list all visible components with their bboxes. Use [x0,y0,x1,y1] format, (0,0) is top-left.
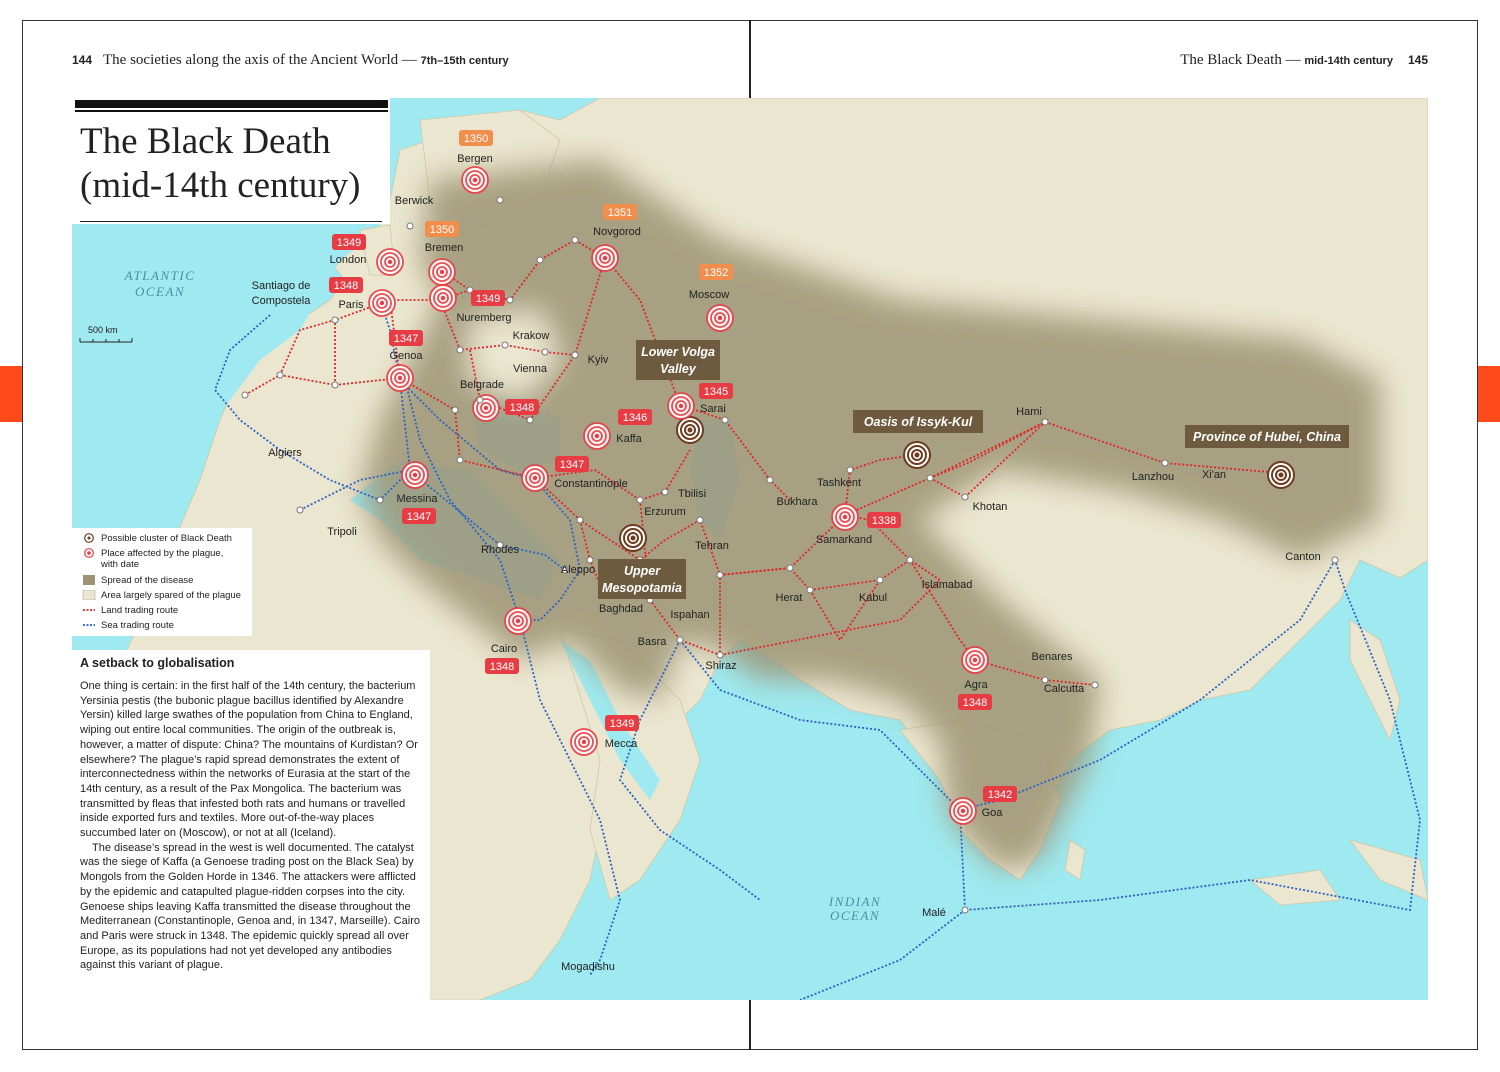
city-dot [1042,419,1048,425]
date-badge [867,512,901,528]
date-badge [332,234,366,250]
plague-symbol-icon [82,548,96,558]
cluster-marker-2 [620,525,646,551]
city-dot [407,223,413,229]
city-dot [662,489,668,495]
date-badge-label: 1349 [475,293,501,305]
land-route-icon [82,605,96,615]
date-badge [389,330,423,346]
lower-volga-label-text: Lower Volga [641,345,715,359]
cluster-marker-4 [1268,462,1294,488]
city-label: Rhodes [481,544,519,556]
running-head-right-title: The Black Death — [1180,52,1301,68]
date-badge-label: 1347 [559,459,585,471]
city-label: Bremen [424,242,464,254]
indian-ocean-label: INDIAN [828,894,882,909]
city-label: Aleppo [560,564,596,576]
city-label: Goa [981,807,1003,819]
body-text [80,679,425,973]
date-badge [605,715,639,731]
city-label: Benares [1031,651,1073,663]
city-dot [527,417,533,423]
city-label: Berwick [394,195,434,207]
date-badge-label: 1348 [962,697,988,709]
date-badge-label: 1351 [607,207,633,219]
right-edge-tab [1478,366,1500,422]
city-dot [572,237,578,243]
city-dot [962,907,968,913]
city-dot [587,557,593,563]
indian-ocean-label-2: OCEAN [829,908,881,923]
city-label: Constantinople [554,478,628,490]
city-label: Mogadishu [561,961,615,973]
mesopotamia-label-text: Upper [623,564,661,578]
city-dot [497,197,503,203]
date-badge [699,383,733,399]
title-rule-thin [75,110,388,112]
city-label: Agra [964,679,988,691]
city-dot [1332,557,1338,563]
plague-marker-8 [387,365,413,391]
city-label: Novgorod [593,226,641,238]
date-badge [603,204,637,220]
city-label: Santiago de [251,280,311,292]
date-badge [329,277,363,293]
date-badge-label: 1349 [609,718,635,730]
city-dot [717,652,723,658]
city-label: Tehran [695,540,729,552]
spared-swatch-icon [82,590,96,600]
legend-sea: Sea trading route [82,620,174,631]
city-label: Kaffa [616,433,642,445]
title-rule-thick [75,100,388,108]
date-badge [983,786,1017,802]
city-dot [507,297,513,303]
city-dot [332,382,338,388]
cluster-symbol-icon [82,533,96,543]
city-label: Messina [396,493,438,505]
city-dot [722,417,728,423]
map-title-line1: The Black Death [80,121,331,162]
city-dot [452,407,458,413]
text-heading: A setback to globalisation [80,656,235,670]
paragraph-1: One thing is certain: in the first half of the 14th century, the bacterium Yersinia pestis (the bubonic plague bacillus identified by Alexandre Yersin) killed large swathes of the population from China to England, wiping out entire local communities. The origin of the outbreak is, however, a matter of dispute: China? The mountains of Kurdistan? Or elsewhere? The plague’s rapid spread demonstrates the extent of interconnectedness within the networks of Eurasia at the start of the 14th century, as a result of the Pax Mongolica. The bacterium was transmitted by fleas that infested both rats and humans or travelled inside exported furs and textiles. More out-of-the-way places succumbed later on (Moscow), or not at all (Iceland). [80,680,418,840]
date-badge-label: 1347 [406,511,432,523]
atlantic-ocean-label: ATLANTIC [124,268,196,283]
date-badge-label: 1350 [429,224,455,236]
city-dot [787,565,793,571]
city-label: Bergen [457,153,493,165]
city-label: Lanzhou [1131,471,1175,483]
date-badge [555,456,589,472]
plague-marker-16 [571,729,597,755]
city-label: Islamabad [921,579,973,591]
city-dot [877,577,883,583]
city-label: Ispahan [670,609,710,621]
date-badge-label: 1350 [463,133,489,145]
legend-spread: Spread of the disease [82,575,193,586]
city-label: Samarkand [815,534,873,546]
hubei-label [1185,425,1349,448]
city-dot [907,557,913,563]
plague-marker-1 [462,167,488,193]
city-label: Kyiv [587,354,609,366]
atlantic-ocean-label-2: OCEAN [134,284,186,299]
city-dot [717,572,723,578]
city-dot [1092,682,1098,688]
date-badge-label: 1349 [336,237,362,249]
city-dot [697,517,703,523]
page-number-left: 144 [72,53,93,67]
mesopotamia-label-text: Mesopotamia [602,581,682,595]
plague-marker-2 [377,249,403,275]
city-label: Kabul [858,592,888,604]
date-badge-label: 1346 [622,412,648,424]
city-label: Tbilisi [677,488,707,500]
city-dot [377,497,383,503]
lower-volga-label-text: Valley [660,362,696,376]
plague-marker-17 [962,647,988,673]
issyk-kul-label [853,410,983,433]
date-badge-label: 1348 [509,402,535,414]
date-badge [402,508,436,524]
map-title-line2: (mid-14th century) [80,165,361,206]
running-head-left-sub: 7th–15th century [420,55,509,67]
plague-marker-13 [402,462,428,488]
date-badge [425,221,459,237]
city-dot [542,349,548,355]
city-dot [927,475,933,481]
city-label: Herat [775,592,803,604]
cluster-marker-3 [904,442,930,468]
city-label: London [329,254,367,266]
lower-volga-label [636,340,720,380]
plague-marker-15 [505,608,531,634]
map-legend [72,528,252,636]
city-label: Canton [1285,551,1321,563]
city-dot [457,457,463,463]
city-dot [332,317,338,323]
city-label: Erzurum [644,506,686,518]
hubei-label-text: Province of Hubei, China [1193,430,1341,444]
plague-marker-4 [369,290,395,316]
city-label: Vienna [512,363,548,375]
left-edge-tab [0,366,22,422]
date-badge-label: 1342 [987,789,1013,801]
city-dot [847,467,853,473]
city-dot [572,352,578,358]
date-badge-label: 1347 [393,333,419,345]
title-underline [80,221,382,222]
date-badge [485,658,519,674]
date-badge [505,399,539,415]
date-badge-label: 1348 [333,280,359,292]
running-head-right-sub: mid-14th century [1304,55,1393,67]
city-dot [277,372,283,378]
city-label: Cairo [490,643,518,655]
city-label: Belgrade [459,379,505,391]
plague-marker-18 [950,798,976,824]
city-label: Hami [1016,406,1042,418]
mesopotamia-label [598,559,686,599]
plague-marker-5 [430,285,456,311]
city-dot [767,477,773,483]
city-dot [807,587,813,593]
plague-marker-6 [592,245,618,271]
plague-marker-3 [429,259,455,285]
city-label: Shiraz [705,660,737,672]
date-badge [699,264,733,280]
spread-swatch-icon [82,575,96,585]
city-label: Paris [338,299,364,311]
city-label: Sarai [700,403,726,415]
city-dot [962,494,968,500]
running-head-left-title: The societies along the axis of the Ancient World — [103,52,417,68]
city-dot [502,342,508,348]
city-label: Xi'an [1201,469,1227,481]
city-label: Basra [637,636,667,648]
issyk-kul-label-text: Oasis of Issyk-Kul [863,415,973,429]
page-number-right: 145 [1407,53,1428,67]
plague-marker-11 [584,423,610,449]
map-title [80,120,361,208]
city-label: Calcutta [1043,683,1085,695]
date-badge [958,694,992,710]
running-head-left [72,52,509,69]
date-badge-label: 1338 [871,515,897,527]
legend-land: Land trading route [82,605,178,616]
city-label: Nuremberg [456,312,512,324]
sea-route-icon [82,620,96,630]
city-dot [637,497,643,503]
legend-affected: Place affected by the plague, with date [82,548,223,570]
plague-marker-14 [832,504,858,530]
city-dot [537,257,543,263]
city-dot [457,347,463,353]
plague-marker-12 [522,465,548,491]
legend-cluster: Possible cluster of Black Death [82,533,232,544]
city-label: Tripoli [327,526,357,538]
legend-spared: Area largely spared of the plague [82,590,241,601]
running-head-right [1180,52,1428,69]
date-badge [459,130,493,146]
date-badge [471,290,505,306]
city-label: Algiers [268,447,302,459]
city-label: Malé [922,907,946,919]
scale-label: 500 km [88,325,118,335]
city-label: Bukhara [776,496,818,508]
date-badge [618,409,652,425]
city-label: Khotan [972,501,1008,513]
city-dot [477,397,483,403]
city-label: Moscow [688,289,730,301]
city-label: Tashkent [816,477,862,489]
city-dot [297,507,303,513]
city-dot [1162,460,1168,466]
date-badge-label: 1348 [489,661,515,673]
city-dot [577,517,583,523]
city-label: Baghdad [598,603,644,615]
date-badge-label: 1352 [703,267,729,279]
city-label: Mecca [604,738,638,750]
city-dot [242,392,248,398]
plague-marker-10 [668,393,694,419]
cluster-marker-1 [677,417,703,443]
city-label: Genoa [389,350,423,362]
city-dot [677,637,683,643]
date-badge-label: 1345 [703,386,729,398]
paragraph-2: The disease’s spread in the west is well documented. The catalyst was the siege of Kaffa (a Genoese trading post on the Black Sea) by Mongols from the Golden Horde in 1346. The attackers were afflicted by the epidemic and catapulted plague-ridden corpses into the city. Genoese ships leaving Kaffa transmitted the disease throughout the Mediterranean (Constantinople, Genoa and, in 1347, Marseille). Cairo and Paris were struck in 1348. The epidemic quickly spread all over Europe, as its populations had not yet developed any antibodies against this variant of plague. [80,841,420,972]
plague-marker-7 [707,305,733,331]
city-label: Krakow [512,330,550,342]
city-label: Compostela [251,295,311,307]
